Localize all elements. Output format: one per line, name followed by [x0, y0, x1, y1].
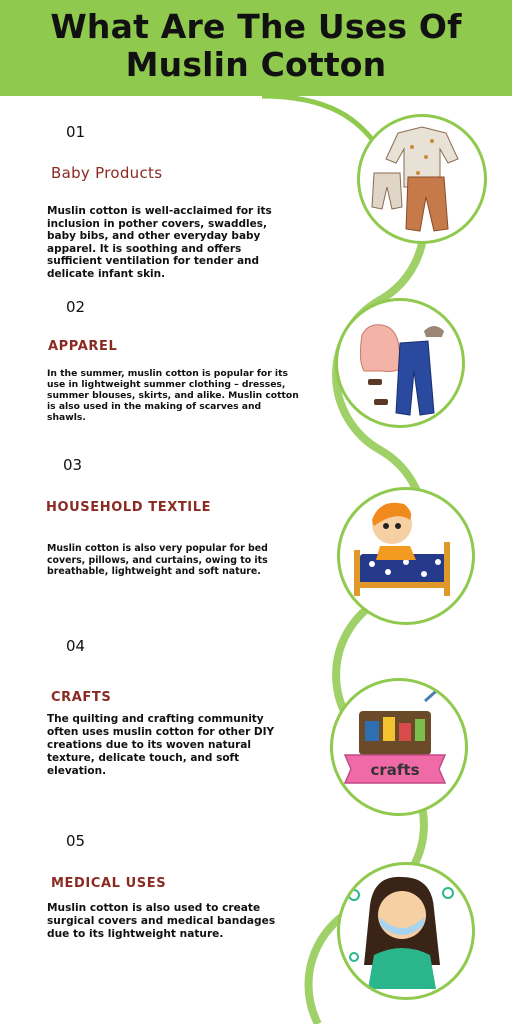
section-text-crafts: The quilting and crafting community often uses muslin cotton for other DIY creations due to its woven natural texture, delicate touch, and soft elevation.: [47, 713, 275, 777]
section-number-01: 01: [66, 123, 86, 141]
crafts-badge-text: crafts: [370, 761, 420, 779]
section-heading-baby-products: Baby Products: [51, 164, 163, 182]
section-text-household-textile: Muslin cotton is also very popular for bed covers, pillows, and curtains, owing to its breathable, lightweight and soft nature.: [47, 543, 268, 577]
child-bed-icon: [337, 487, 475, 625]
section-number-02: 02: [66, 298, 86, 316]
section-heading-crafts: CRAFTS: [51, 690, 112, 705]
section-text-baby-products: Muslin cotton is well-acclaimed for its inclusion in pother covers, swaddles, baby bibs, and other everyday baby apparel. It is soothing and offers sufficient ventilation for tender and delicate infant skin.: [47, 205, 272, 280]
section-heading-apparel: APPAREL: [48, 339, 118, 354]
masked-woman-icon: [337, 862, 475, 1000]
clothing-icon: [335, 298, 465, 428]
title-line-1: What Are The Uses Of: [50, 7, 462, 46]
section-text-medical-uses: Muslin cotton is also used to create surgical covers and medical bandages due to its lightweight nature.: [47, 902, 279, 940]
crafts-box-icon: [330, 678, 468, 816]
section-number-05: 05: [66, 832, 86, 850]
section-heading-household-textile: HOUSEHOLD TEXTILE: [46, 500, 212, 515]
title-line-2: Muslin Cotton: [125, 45, 387, 84]
section-number-03: 03: [63, 456, 83, 474]
section-number-04: 04: [66, 637, 86, 655]
baby-clothes-icon: [357, 114, 487, 244]
section-text-apparel: In the summer, muslin cotton is popular for its use in lightweight summer clothing – dresses, summer blouses, skirts, and alike. Muslin cotton is also used in the making of scarves and shawls.: [47, 368, 299, 423]
section-heading-medical-uses: MEDICAL USES: [51, 876, 167, 891]
